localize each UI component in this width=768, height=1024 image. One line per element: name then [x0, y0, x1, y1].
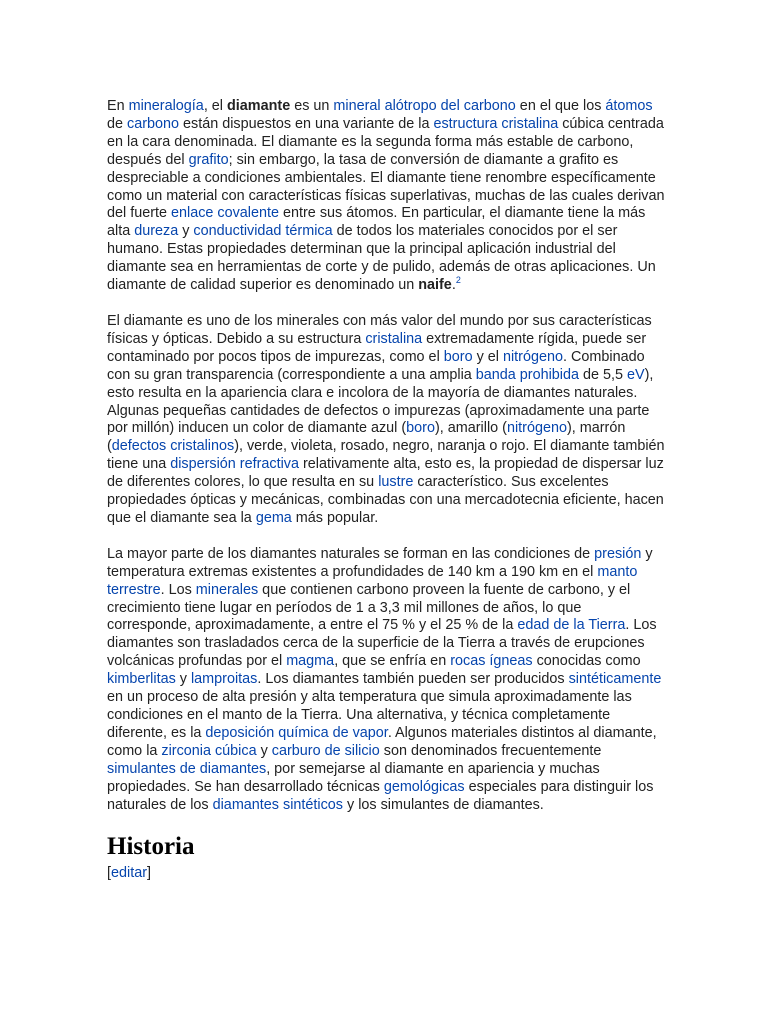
text-run: y: [256, 742, 272, 759]
text-run: ), marrón (: [107, 420, 626, 455]
wiki-link[interactable]: boro: [406, 420, 435, 437]
wiki-link[interactable]: magma: [286, 653, 335, 670]
text-run: y: [178, 223, 194, 240]
text-run: cúbica centrada en la cara denominada. El diamante es la segunda forma más estable de carbono, después del: [107, 115, 664, 168]
wiki-link[interactable]: gema: [255, 509, 292, 526]
wiki-link[interactable]: eV: [627, 366, 645, 383]
text-run: . Algunos materiales distintos al diamante, como la: [107, 724, 657, 759]
edit-bracket-open: [: [107, 865, 111, 882]
text-run: es un: [290, 98, 334, 114]
wiki-link[interactable]: carbono: [127, 115, 180, 132]
wiki-link[interactable]: simulantes de diamantes: [107, 760, 267, 777]
text-run: que contienen carbono proveen la fuente de carbono, y el crecimiento tiene lugar en períodos de 1 a 3,3 mil millones de años, lo que corresponde, aproximadamente, a entre el 75 % y el 25 % de la: [107, 581, 631, 634]
wiki-link[interactable]: diamantes sintéticos: [212, 796, 343, 813]
section-edit: [107, 864, 667, 882]
wiki-link[interactable]: dureza: [134, 223, 179, 240]
bold-term: diamante: [227, 98, 291, 114]
edit-bracket-close: ]: [147, 865, 151, 882]
wiki-link[interactable]: mineralogía: [128, 98, 204, 114]
text-run: y temperatura extremas existentes a profundidades de 140 km a 190 km en el: [107, 545, 653, 580]
text-run: relativamente alta, esto es, la propiedad de dispersar luz de diferentes colores, lo que resulta en su: [107, 456, 664, 491]
wiki-link[interactable]: nitrógeno: [506, 420, 567, 437]
wiki-link[interactable]: deposición química de vapor: [205, 724, 388, 741]
text-run: ), esto resulta en la apariencia clara e incolora de la mayoría de diamantes naturales. Algunas pequeñas cantidades de defectos o impurezas (aproximadamente una parte por millón) inducen un color de diamante azul (: [107, 366, 654, 437]
paragraph-intro: [107, 98, 667, 295]
wiki-link[interactable]: carburo de silicio: [271, 742, 380, 759]
text-run: En: [107, 98, 129, 114]
text-run: . Los: [160, 581, 196, 598]
wiki-link[interactable]: átomos: [605, 98, 653, 114]
text-run: y: [175, 671, 191, 688]
text-run: La mayor parte de los diamantes naturales se forman en las condiciones de: [107, 545, 595, 562]
wiki-link[interactable]: manto terrestre: [107, 563, 638, 598]
wiki-link[interactable]: dispersión refractiva: [170, 456, 299, 473]
text-run: especiales para distinguir los naturales de los: [107, 778, 654, 813]
wiki-link[interactable]: lamproitas: [190, 671, 258, 688]
text-run: de: [107, 115, 128, 132]
text-run: característico. Sus excelentes propiedades ópticas y mecánicas, combinadas con una mercadotecnia eficiente, hacen que el diamante sea la: [107, 474, 664, 526]
text-run: y los simulantes de diamantes.: [343, 796, 544, 813]
wiki-link[interactable]: estructura cristalina: [433, 115, 559, 132]
section-heading-historia: Historia: [107, 833, 195, 861]
text-run: de 5,5: [579, 366, 628, 383]
text-run: . Combinado con su gran transparencia (correspondiente a una amplia: [107, 348, 645, 383]
text-run: ; sin embargo, la tasa de conversión de diamante a grafito es despreciable a condiciones ambientales. El diamante tiene renombre específicamente como un material con características físicas superlativas, muchas de las cuales derivan del fuerte: [107, 151, 665, 222]
wiki-link[interactable]: presión: [594, 545, 642, 562]
text-run: . Los diamantes son trasladados cerca de la superficie de la Tierra a través de erupciones volcánicas profundas por el: [107, 617, 657, 670]
reference-link[interactable]: 2: [455, 275, 461, 286]
wiki-link[interactable]: banda prohibida: [475, 366, 580, 383]
wiki-link[interactable]: lustre: [378, 474, 414, 491]
paragraph-formation: [107, 546, 667, 815]
wiki-link[interactable]: grafito: [188, 151, 229, 168]
bold-term: naife: [418, 277, 452, 294]
text-run: , el: [203, 98, 228, 114]
text-run: . Los diamantes también pueden ser producidos: [257, 671, 569, 688]
wiki-link[interactable]: mineral alótropo del carbono: [333, 98, 516, 114]
wiki-link[interactable]: cristalina: [365, 330, 423, 347]
text-run: entre sus átomos. En particular, el diamante tiene la más alta: [107, 205, 646, 240]
text-run: en el que los: [515, 98, 606, 114]
wiki-link[interactable]: nitrógeno: [502, 348, 563, 365]
text-run: , que se enfría en: [334, 653, 451, 670]
wiki-link[interactable]: enlace covalente: [171, 205, 280, 222]
text-run: más popular.: [291, 509, 379, 526]
text-run: extremadamente rígida, puede ser contaminado por pocos tipos de impurezas, como el: [107, 330, 647, 365]
text-run: de todos los materiales conocidos por el ser humano. Estas propiedades determinan que la principal aplicación industrial del diamante sea en herramientas de corte y de pulido, además de otras aplicaciones. Un diamante de calidad superior es denominado un: [107, 223, 656, 294]
text-run: conocidas como: [532, 653, 641, 670]
text-run: El diamante es uno de los minerales con más valor del mundo por sus características físicas y ópticas. Debido a su estructura: [107, 312, 652, 347]
wiki-link[interactable]: conductividad térmica: [193, 223, 333, 240]
text-run: ), amarillo (: [434, 420, 507, 437]
wiki-link[interactable]: rocas ígneas: [450, 653, 533, 670]
wiki-link[interactable]: defectos cristalinos: [111, 438, 235, 455]
text-run: y el: [472, 348, 503, 365]
wiki-link[interactable]: gemológicas: [383, 778, 465, 795]
edit-link[interactable]: editar: [111, 865, 147, 882]
text-run: en un proceso de alta presión y alta temperatura que simula aproximadamente las condiciones en el manto de la Tierra. Una alternativa, y técnica completamente diferente, es la: [107, 689, 632, 741]
wiki-link[interactable]: sintéticamente: [568, 671, 662, 688]
paragraph-properties: [107, 313, 667, 528]
text-run: ), verde, violeta, rosado, negro, naranja o rojo. El diamante también tiene una: [107, 438, 665, 473]
text-run: son denominados frecuentemente: [379, 742, 602, 759]
wiki-link[interactable]: edad de la Tierra: [517, 617, 626, 634]
text-run: , por semejarse al diamante en apariencia y muchas propiedades. Se han desarrollado técnicas: [107, 760, 600, 795]
wiki-link[interactable]: kimberlitas: [107, 671, 176, 688]
reference-superscript: [456, 275, 461, 285]
text-run: están dispuestos en una variante de la: [179, 115, 434, 132]
article-body: [107, 98, 667, 882]
wiki-link[interactable]: zirconia cúbica: [161, 742, 257, 759]
text-run: .: [451, 277, 456, 294]
wiki-link[interactable]: minerales: [195, 581, 259, 598]
wiki-link[interactable]: boro: [443, 348, 473, 365]
